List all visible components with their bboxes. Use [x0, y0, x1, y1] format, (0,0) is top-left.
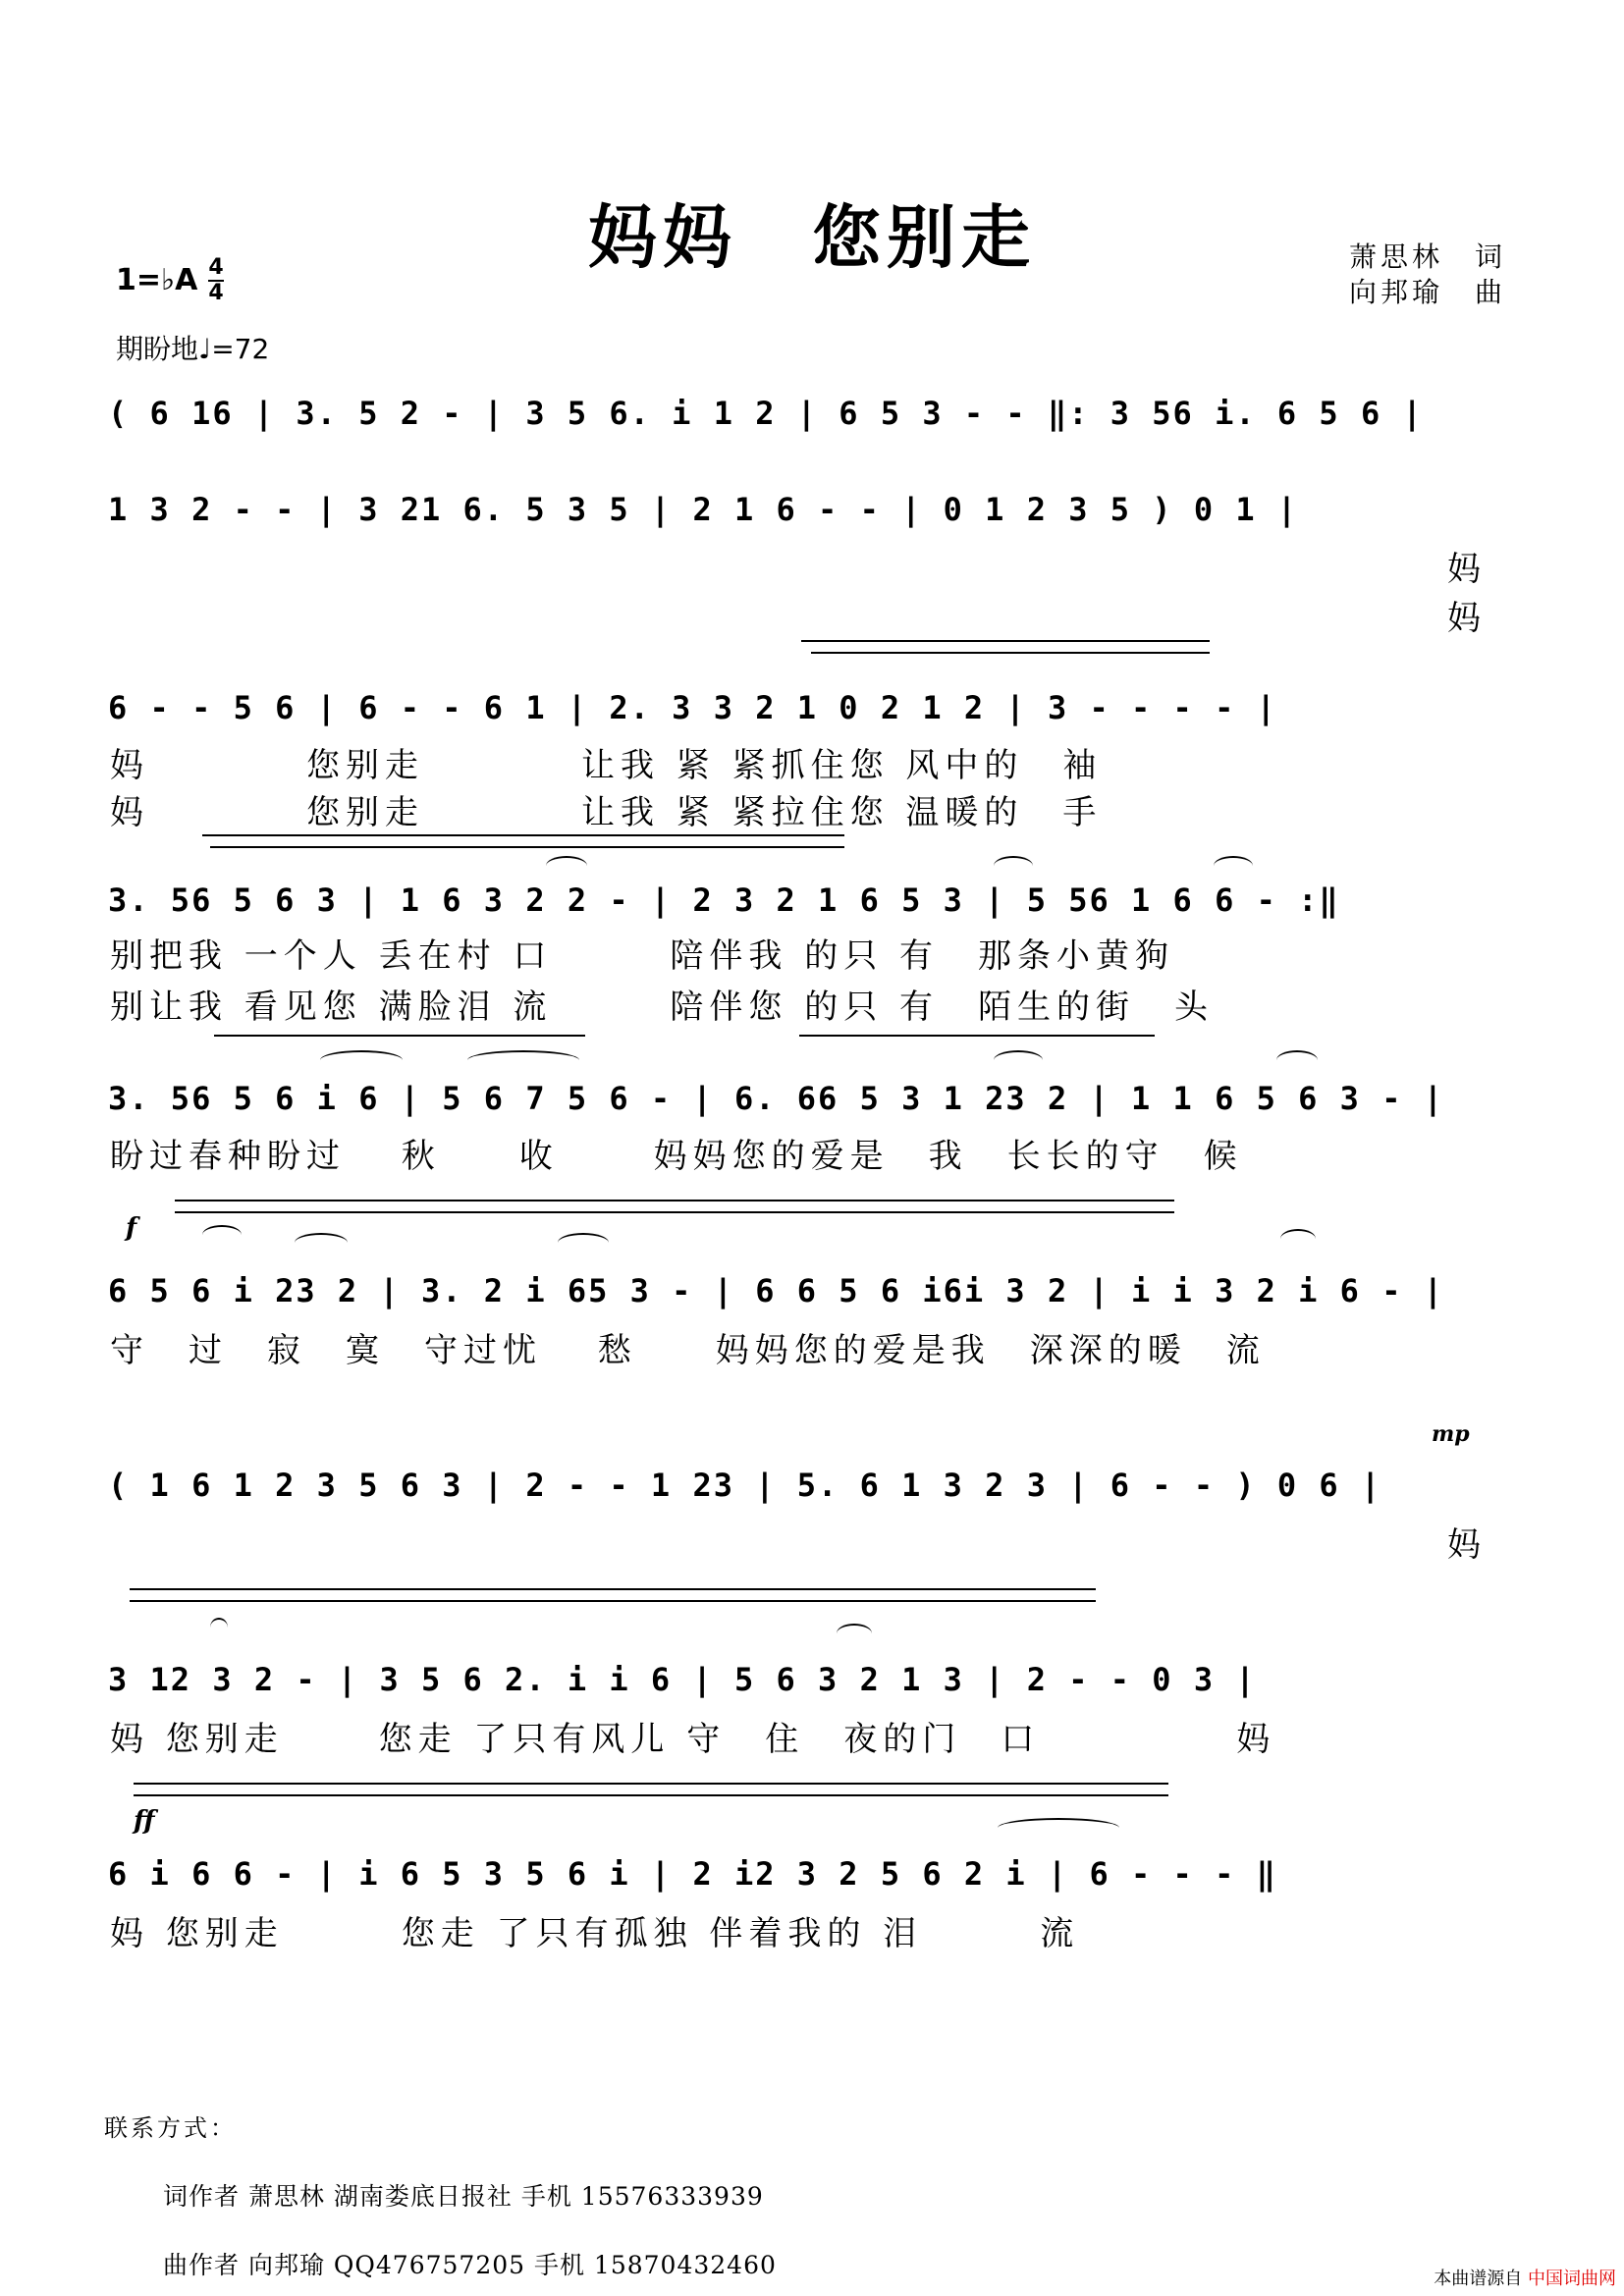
contact-label: 联系方式：: [104, 2114, 237, 2142]
slur-mark: [558, 1233, 609, 1253]
volta-bracket-2: [214, 1035, 585, 1037]
slur-mark: [1276, 1050, 1318, 1070]
section-rule-6: [134, 1794, 1168, 1796]
repeat-bracket: [801, 640, 1210, 642]
time-signature-bottom: 4: [208, 281, 224, 305]
key-signature: 1=♭A: [116, 263, 198, 297]
slur-mark: [998, 1818, 1119, 1838]
lyric-line-7: 妈: [1447, 1525, 1487, 1565]
slur-mark: [546, 856, 587, 876]
section-rule-2: [175, 1211, 1174, 1213]
tempo-marking: 期盼地♩=72: [116, 333, 270, 365]
slur-mark: [1280, 1229, 1316, 1249]
slur-mark: [295, 1233, 348, 1253]
slur-mark: [320, 1050, 403, 1070]
slur-mark: [837, 1624, 872, 1643]
lyric-line-3b: 妈 您别走 让我 紧 紧拉住您 温暖的 手: [110, 793, 1103, 832]
slur-mark: [210, 1618, 228, 1637]
source-prefix: 本曲谱源自: [1434, 2269, 1523, 2289]
lyric-line-3a: 妈 您别走 让我 紧 紧抓住您 风中的 袖: [110, 746, 1103, 785]
lyric-line-5: 盼过春种盼过 秋 收 妈妈您的爱是 我 长长的守 候: [110, 1137, 1243, 1176]
dynamic-forte: f: [126, 1213, 137, 1243]
lyric-line-2b: 妈: [1447, 599, 1487, 638]
notation-line-4: 3. 56 5 6 3 | 1 6 3 2 2 - | 2 3 2 1 6 5 3 | 5 56 1 6 6 - :‖: [108, 881, 1340, 919]
dynamic-mezzo-piano: mp: [1432, 1421, 1470, 1447]
notation-line-1: ( 6 16 | 3. 5 2 - | 3 5 6. i 1 2 | 6 5 3 - - ‖: 3 56 i. 6 5 6 |: [108, 395, 1424, 432]
time-signature: [208, 257, 224, 304]
section-rule-5: [134, 1783, 1168, 1785]
section-rule-4: [130, 1600, 1096, 1602]
score-title: 妈妈 您别走: [588, 196, 1036, 278]
source-watermark: [1434, 2265, 1616, 2290]
notation-line-6: 6 5 6 i 23 2 | 3. 2 i 65 3 - | 6 6 5 6 i6i 3 2 | i i 3 2 i 6 - |: [108, 1272, 1444, 1309]
notation-line-7: ( 1 6 1 2 3 5 6 3 | 2 - - 1 23 | 5. 6 1 3 2 3 | 6 - - ) 0 6 |: [108, 1467, 1382, 1504]
notation-line-3: 6 - - 5 6 | 6 - - 6 1 | 2. 3 3 2 1 0 2 1 2 | 3 - - - - |: [108, 689, 1277, 726]
notation-line-9: 6 i 6 6 - | i 6 5 3 5 6 i | 2 i2 3 2 5 6 2 i | 6 - - - ‖: [108, 1855, 1277, 1893]
notation-line-5: 3. 56 5 6 i 6 | 5 6 7 5 6 - | 6. 66 5 3 1 23 2 | 1 1 6 5 6 3 - |: [108, 1080, 1444, 1117]
slur-mark: [994, 856, 1033, 876]
section-rule: [175, 1200, 1174, 1201]
repeat-bracket-3: [202, 834, 844, 836]
slur-mark: [1214, 856, 1253, 876]
repeat-bracket-4: [210, 846, 844, 848]
slur-mark: [994, 1050, 1043, 1070]
notation-line-2: 1 3 2 - - | 3 21 6. 5 3 5 | 2 1 6 - - | 0 1 2 3 5 ) 0 1 |: [108, 491, 1299, 528]
lyric-line-2a: 妈: [1447, 550, 1487, 589]
composer-credit: 向邦瑜 曲: [1348, 276, 1506, 308]
section-rule-3: [130, 1588, 1096, 1590]
volta-bracket: [799, 1035, 1155, 1037]
lyricist-credit: 萧思林 词: [1348, 240, 1506, 273]
lyric-line-8: 妈 您别走 您走 了只有风儿 守 住 夜的门 口 妈: [110, 1720, 1276, 1759]
composer-contact: 曲作者 向邦瑜 QQ476757205 手机 15870432460: [163, 2251, 777, 2279]
repeat-bracket-2: [811, 652, 1210, 654]
slur-mark: [467, 1050, 579, 1070]
notation-line-8: 3 12 3 2 - | 3 5 6 2. i i 6 | 5 6 3 2 1 3 | 2 - - 0 3 |: [108, 1661, 1257, 1698]
dynamic-fortissimo: ff: [134, 1806, 155, 1836]
lyric-line-9: 妈 您别走 您走 了只有孤独 伴着我的 泪 流: [110, 1914, 1080, 1953]
lyric-line-6: 守 过 寂 寞 守过忧 愁 妈妈您的爱是我 深深的暖 流: [110, 1331, 1266, 1370]
time-signature-top: 4: [208, 255, 224, 280]
source-site: 中国词曲网: [1528, 2269, 1616, 2289]
lyric-line-4a: 别把我 一个人 丢在村 口 陪伴我 的只 有 那条小黄狗: [110, 936, 1175, 976]
lyricist-contact: 词作者 萧思林 湖南娄底日报社 手机 15576333939: [163, 2182, 764, 2211]
slur-mark: [202, 1225, 242, 1245]
lyric-line-4b: 别让我 看见您 满脸泪 流 陪伴您 的只 有 陌生的街 头: [110, 988, 1215, 1027]
